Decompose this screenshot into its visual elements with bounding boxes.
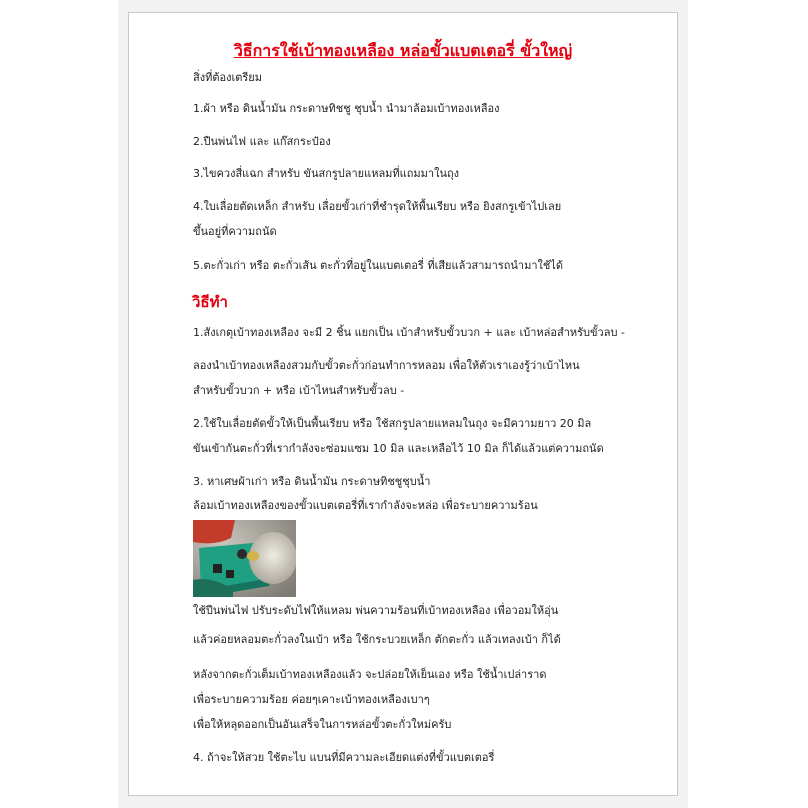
method-line: 3. หาเศษผ้าเก่า หรือ ดินน้ำมัน กระดาษทิชชูชุบน้ำ	[193, 475, 431, 488]
document-page	[128, 12, 678, 796]
method-line: หลังจากตะกั่วเต็มเบ้าทองเหลืองแล้ว จะปล่อยให้เย็นเอง หรือ ใช้น้ำเปล่าราด	[193, 668, 547, 681]
battery-terminal-photo	[193, 520, 296, 597]
prep-item: ขึ้นอยู่ที่ความถนัด	[193, 225, 277, 238]
document-title: วิธีการใช้เบ้าทองเหลือง หล่อขั้วแบตเตอรี่ ขั้วใหญ่	[233, 41, 573, 60]
prep-item: 1.ผ้า หรือ ดินน้ำมัน กระดาษทิชชู ชุบน้ำ นำมาล้อมเบ้าทองเหลือง	[193, 102, 500, 115]
method-line: ล้อมเบ้าทองเหลืองของขั้วแบตเตอรี่ที่เรากำลังจะหล่อ เพื่อระบายความร้อน	[193, 499, 538, 512]
prep-heading: สิ่งที่ต้องเตรียม	[193, 71, 262, 84]
method-line: 4. ถ้าจะให้สวย ใช้ตะไบ แบนที่มีความละเอียดแต่งที่ขั้วแบตเตอรี่	[193, 751, 495, 764]
method-line: ใช้ปืนพ่นไฟ ปรับระดับไฟให้แหลม พ่นความร้อนที่เบ้าทองเหลือง เพื่อวอมให้อุ่น	[193, 604, 559, 617]
prep-item: 4.ใบเลื่อยตัดเหล็ก สำหรับ เลื่อยขั้วเก่าที่ชำรุดให้พื้นเรียบ หรือ ยิงสกรูเข้าไปเลย	[193, 200, 562, 213]
method-heading: วิธีทำ	[192, 293, 228, 311]
method-line: 2.ใช้ใบเลื่อยตัดขั้วให้เป็นพื้นเรียบ หรือ ใช้สกรูปลายแหลมในถุง จะมีความยาว 20 มิล	[193, 417, 592, 430]
method-line: สำหรับขั้วบวก + หรือ เบ้าไหนสำหรับขั้วลบ -	[193, 384, 405, 397]
method-line: ลองนำเบ้าทองเหลืองสวมกับขั้วตะกั่วก่อนทำการหลอม เพื่อให้ตัวเราเองรู้ว่าเบ้าไหน	[193, 359, 580, 372]
prep-item: 2.ปืนพ่นไฟ และ แก๊สกระป๋อง	[193, 135, 331, 148]
method-line: ขันเข้ากันตะกั่วที่เรากำลังจะซ่อมแซม 10 มิล และเหลือไว้ 10 มิล ก็ได้แล้วแต่ความถนัด	[193, 442, 604, 455]
prep-item: 5.ตะกั่วเก่า หรือ ตะกั่วเส้น ตะกั่วที่อยู่ในแบตเตอรี่ ที่เสียแล้วสามารถนำมาใช้ได้	[193, 259, 564, 272]
method-line: แล้วค่อยหลอมตะกั่วลงในเบ้า หรือ ใช้กระบวยเหล็ก ตักตะกั่ว แล้วเทลงเบ้า ก็ได้	[193, 633, 561, 646]
prep-item: 3.ไขควงสี่แฉก สำหรับ ขันสกรูปลายแหลมที่แถมมาในถุง	[193, 167, 460, 180]
method-line: เพื่อให้หลุดออกเป็นอันเสร็จในการหล่อขั้วตะกั่วใหม่ครับ	[193, 718, 452, 731]
method-line: 1.สังเกตุเบ้าทองเหลือง จะมี 2 ชิ้น แยกเป็น เบ้าสำหรับขั้วบวก + และ เบ้าหล่อสำหรับขั้วลบ -	[193, 326, 625, 339]
method-line: เพื่อระบายความร้อย ค่อยๆเคาะเบ้าทองเหลืองเบาๆ	[193, 693, 430, 706]
